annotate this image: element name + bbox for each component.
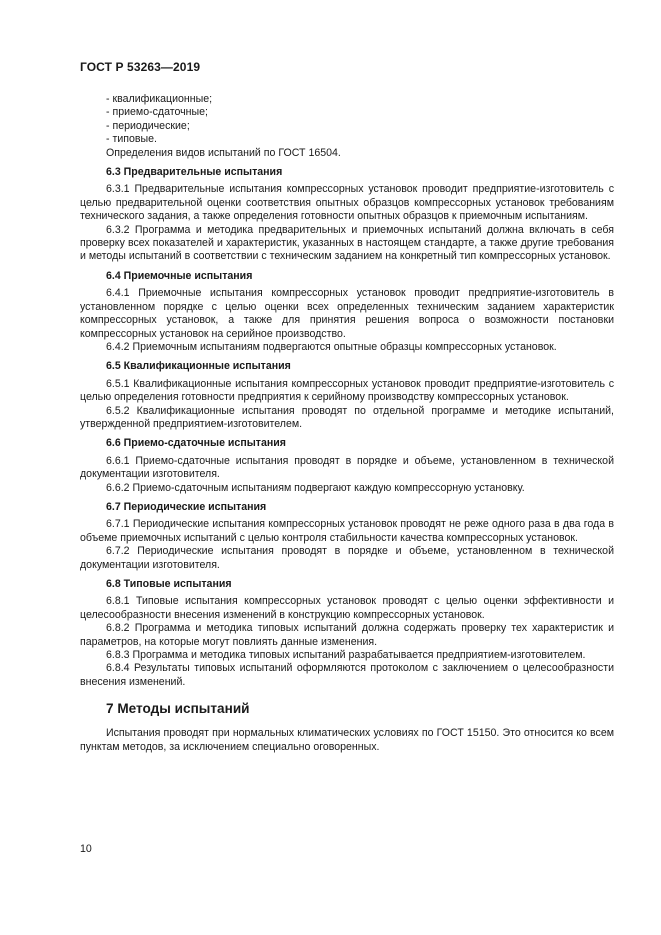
section-heading-6-3: 6.3 Предварительные испытания [106, 166, 283, 179]
chapter-7-paragraph: Испытания проводят при нормальных климатических условиях по ГОСТ 15150. Это относится ко всем пунктам методов, за исключением специально оговоренных. [80, 727, 614, 753]
standard-code-header: ГОСТ Р 53263—2019 [80, 60, 201, 74]
section-heading-6-5: 6.5 Квалификационные испытания [106, 360, 291, 373]
intro-list [80, 93, 614, 147]
list-item: - периодические; [106, 119, 190, 132]
list-item: - типовые. [106, 133, 157, 146]
paragraph-6-7-1: 6.7.1 Периодические испытания компрессорных установок проводят не реже одного раза в два года в объеме приемочных испытаний с целью контроля стабильности качества компрессорных установок. [80, 518, 614, 544]
page-number: 10 [80, 843, 92, 855]
paragraph-6-6-1: 6.6.1 Приемо-сдаточные испытания проводят в порядке и объеме, установленном в технической документации изготовителя. [80, 454, 614, 481]
paragraph-6-5-2: 6.5.2 Квалификационные испытания проводят по отдельной программе и методике испытаний, утвержденной предприятием-изготовителем. [80, 404, 614, 430]
section-heading-6-4: 6.4 Приемочные испытания [106, 269, 253, 282]
paragraph-6-8-1: 6.8.1 Типовые испытания компрессорных установок проводят с целью оценки эффективности и целесообразности внесения изменений в конструкцию компрессорных установок. [80, 595, 614, 621]
chapter-heading-7: 7 Методы испытаний [106, 701, 250, 717]
section-heading-6-8: 6.8 Типовые испытания [106, 578, 232, 590]
paragraph-6-8-3: 6.8.3 Программа и методика типовых испытаний разрабатывается предприятием-изготовителем. [106, 649, 586, 662]
paragraph-6-4-1: 6.4.1 Приемочные испытания компрессорных установок проводит предприятие-изготовитель в установленном порядке с целью оценки всех определенных техническим заданием характеристик компрессорных установок, а также для принятия решения вопроса о возможности постановки компрессорных установок на серийное производство. [80, 287, 614, 340]
paragraph-6-3-1: 6.3.1 Предварительные испытания компрессорных установок проводит предприятие-изготовитель с целью предварительной оценки соответствия опытных образцов компрессорных установок требованиям технического задания, а также определения готовности опытных образцов к приемочным испытаниям. [80, 183, 614, 223]
paragraph-6-7-2: 6.7.2 Периодические испытания проводят в порядке и объеме, установленном в технической документации изготовителя. [80, 545, 614, 571]
paragraph-6-8-4: 6.8.4 Результаты типовых испытаний оформляются протоколом с заключением о целесообразности внесения изменений. [80, 662, 614, 688]
section-heading-6-6: 6.6 Приемо-сдаточные испытания [106, 437, 286, 450]
page-content [80, 93, 614, 754]
paragraph-6-8-2: 6.8.2 Программа и методика типовых испытаний должна содержать проверку тех характеристик и параметров, на которые могут повлиять данные изменения. [80, 622, 614, 648]
list-item: - квалификационные; [106, 93, 213, 105]
list-item: - приемо-сдаточные; [106, 106, 208, 119]
paragraph-6-6-2: 6.6.2 Приемо-сдаточным испытаниям подвергают каждую компрессорную установку. [106, 481, 525, 494]
paragraph-6-4-2: 6.4.2 Приемочным испытаниям подвергаются опытные образцы компрессорных установок. [106, 340, 557, 353]
paragraph-6-5-1: 6.5.1 Квалификационные испытания компрессорных установок проводит предприятие-изготовитель с целью определения готовности предприятия к серийному производству компрессорных установок. [80, 377, 614, 404]
section-heading-6-7: 6.7 Периодические испытания [106, 500, 267, 513]
intro-definition: Определения видов испытаний по ГОСТ 16504. [106, 146, 341, 159]
paragraph-6-3-2: 6.3.2 Программа и методика предварительных и приемочных испытаний должна включать в себя проверку всех показателей и характеристик, указанных в настоящем стандарте, а также другие требования и методы испытаний в соответствии с техническим заданием на конкретный тип компрессорных установок. [80, 223, 614, 263]
